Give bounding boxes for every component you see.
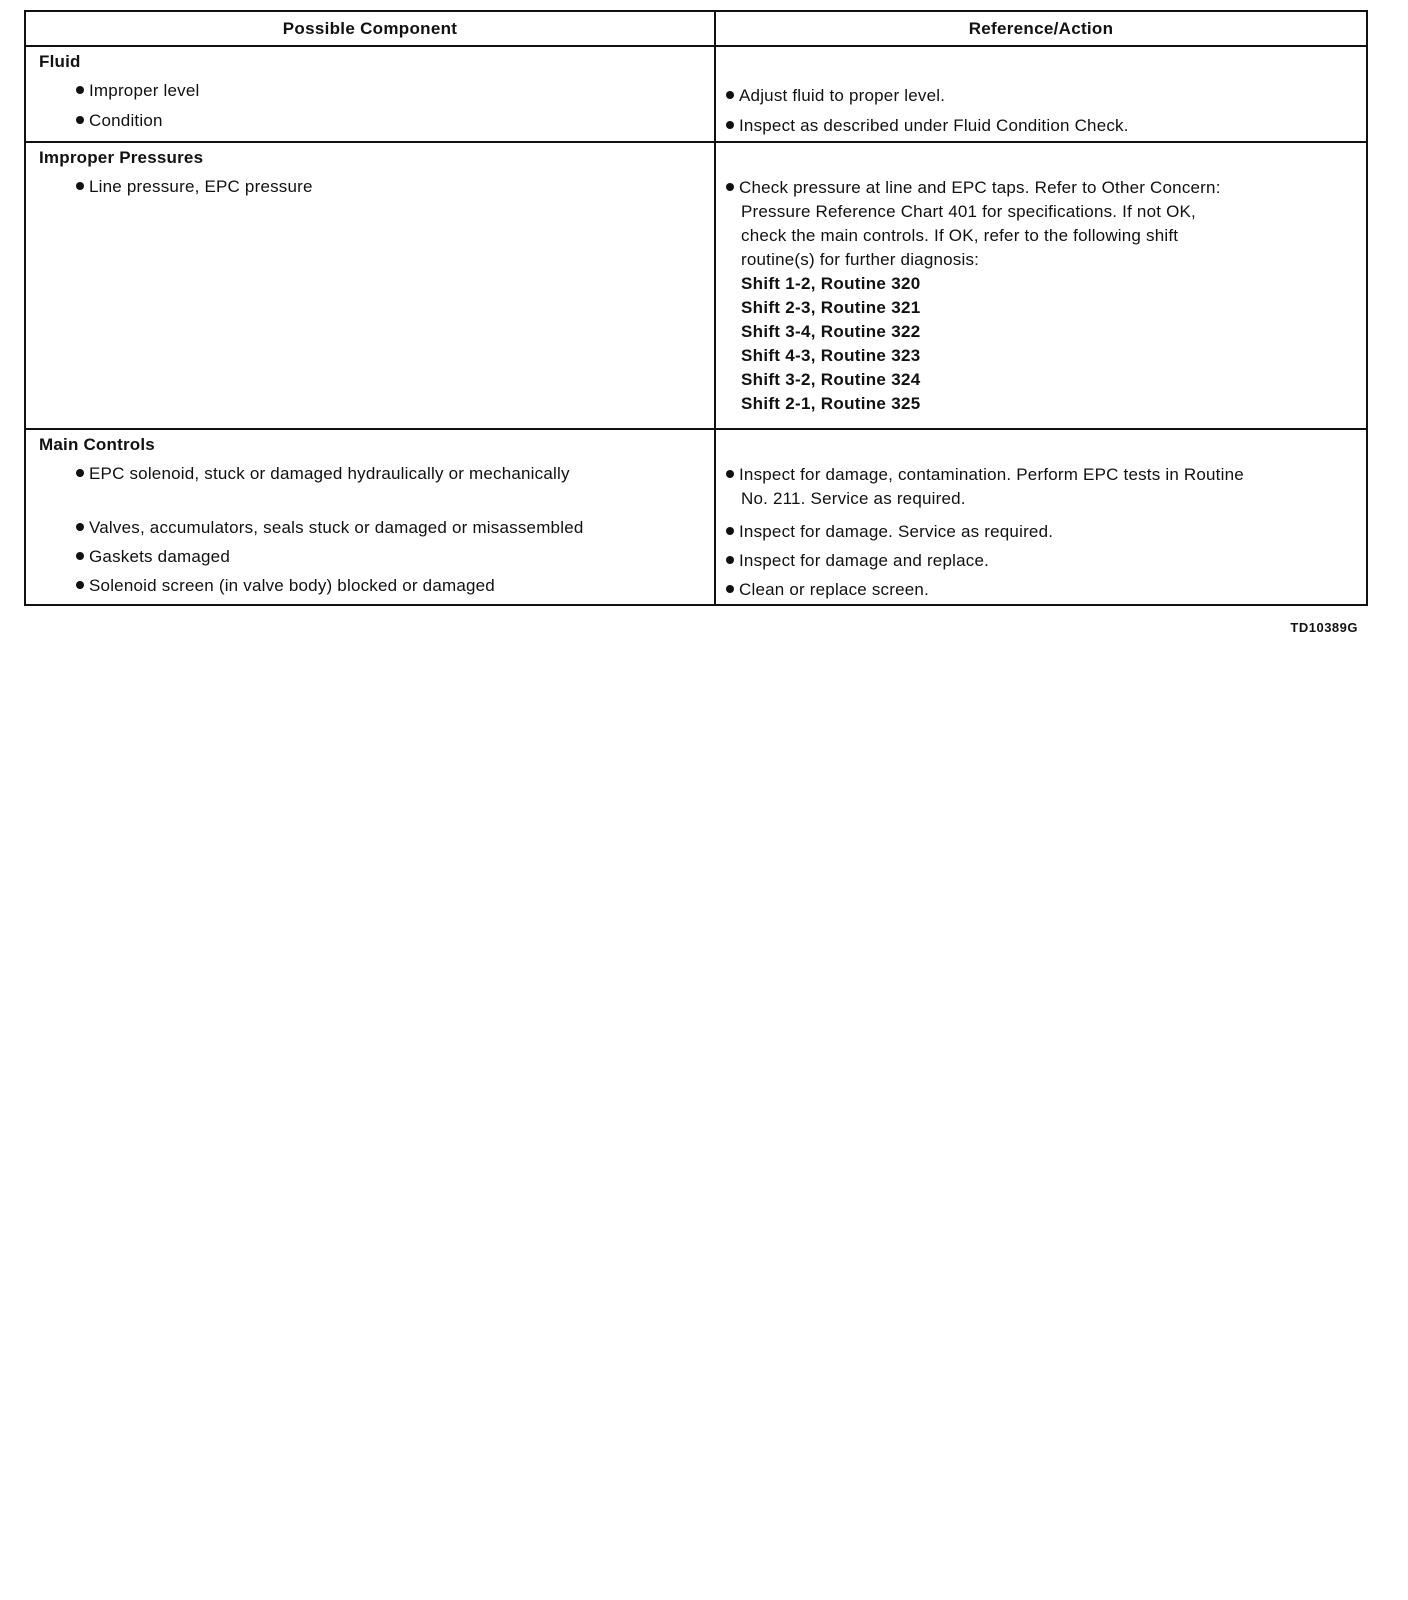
action-text: Inspect as described under Fluid Condition Check. (739, 116, 1129, 135)
list-item (716, 463, 1366, 487)
bullet-icon (76, 182, 84, 190)
bullet-icon (76, 116, 84, 124)
component-text: EPC solenoid, stuck or damaged hydraulically or mechanically (89, 464, 570, 483)
bullet-icon (726, 91, 734, 99)
section-row-fluid (25, 46, 1367, 142)
figure-code: TD10389G (1290, 620, 1358, 635)
routine-ref: Shift 3-4, Routine 322 (741, 322, 921, 341)
controls-component-cell (25, 429, 715, 605)
action-text: Inspect for damage, contamination. Perform EPC tests in Routine (739, 465, 1244, 484)
component-text: Improper level (89, 81, 200, 100)
list-item (26, 76, 714, 106)
list-item (716, 111, 1366, 141)
fluid-action-cell (715, 46, 1367, 142)
header-reference-action: Reference/Action (715, 11, 1367, 46)
list-item (716, 176, 1366, 200)
pressures-action-cell (715, 142, 1367, 429)
action-text-line: Pressure Reference Chart 401 for specifications. If not OK, (741, 202, 1196, 221)
bullet-icon (76, 523, 84, 531)
section-row-controls (25, 429, 1367, 605)
list-item (26, 513, 714, 542)
list-item (26, 542, 714, 571)
bullet-icon (76, 552, 84, 560)
bullet-icon (726, 183, 734, 191)
list-item (26, 571, 714, 600)
list-item (716, 575, 1366, 604)
component-text: Line pressure, EPC pressure (89, 177, 313, 196)
list-item (716, 546, 1366, 575)
routine-ref: Shift 2-1, Routine 325 (741, 394, 921, 413)
list-item (26, 172, 714, 202)
action-text-line: No. 211. Service as required. (741, 489, 966, 508)
action-text-line: routine(s) for further diagnosis: (741, 250, 980, 269)
bullet-icon (76, 469, 84, 477)
bullet-icon (76, 581, 84, 589)
routine-ref: Shift 2-3, Routine 321 (741, 298, 921, 317)
list-item (26, 459, 714, 513)
routine-ref: Shift 3-2, Routine 324 (741, 370, 921, 389)
section-title-controls: Main Controls (39, 435, 155, 454)
list-item (716, 517, 1366, 546)
diagnostic-table-frame (24, 10, 1366, 606)
routine-ref: Shift 1-2, Routine 320 (741, 274, 921, 293)
component-text: Gaskets damaged (89, 547, 230, 566)
pressures-component-cell (25, 142, 715, 429)
action-text: Inspect for damage and replace. (739, 551, 990, 570)
action-text: Inspect for damage. Service as required. (739, 522, 1054, 541)
routine-ref: Shift 4-3, Routine 323 (741, 346, 921, 365)
section-title-fluid: Fluid (39, 52, 81, 71)
component-text: Condition (89, 111, 163, 130)
action-text: Clean or replace screen. (739, 580, 930, 599)
header-possible-component: Possible Component (25, 11, 715, 46)
bullet-icon (726, 121, 734, 129)
component-text: Solenoid screen (in valve body) blocked or damaged (89, 576, 495, 595)
diagnostic-table (24, 10, 1368, 606)
section-title-pressures: Improper Pressures (39, 148, 204, 167)
list-item (26, 106, 714, 136)
bullet-icon (76, 86, 84, 94)
bullet-icon (726, 585, 734, 593)
list-item (716, 81, 1366, 111)
component-text: Valves, accumulators, seals stuck or damaged or misassembled (89, 518, 584, 537)
action-text: Adjust fluid to proper level. (739, 86, 946, 105)
controls-action-cell (715, 429, 1367, 605)
bullet-icon (726, 556, 734, 564)
fluid-component-cell (25, 46, 715, 142)
action-text-line: check the main controls. If OK, refer to the following shift (741, 226, 1179, 245)
action-text: Check pressure at line and EPC taps. Refer to Other Concern: (739, 178, 1221, 197)
bullet-icon (726, 527, 734, 535)
table-header-row (25, 11, 1367, 46)
section-row-pressures (25, 142, 1367, 429)
bullet-icon (726, 470, 734, 478)
